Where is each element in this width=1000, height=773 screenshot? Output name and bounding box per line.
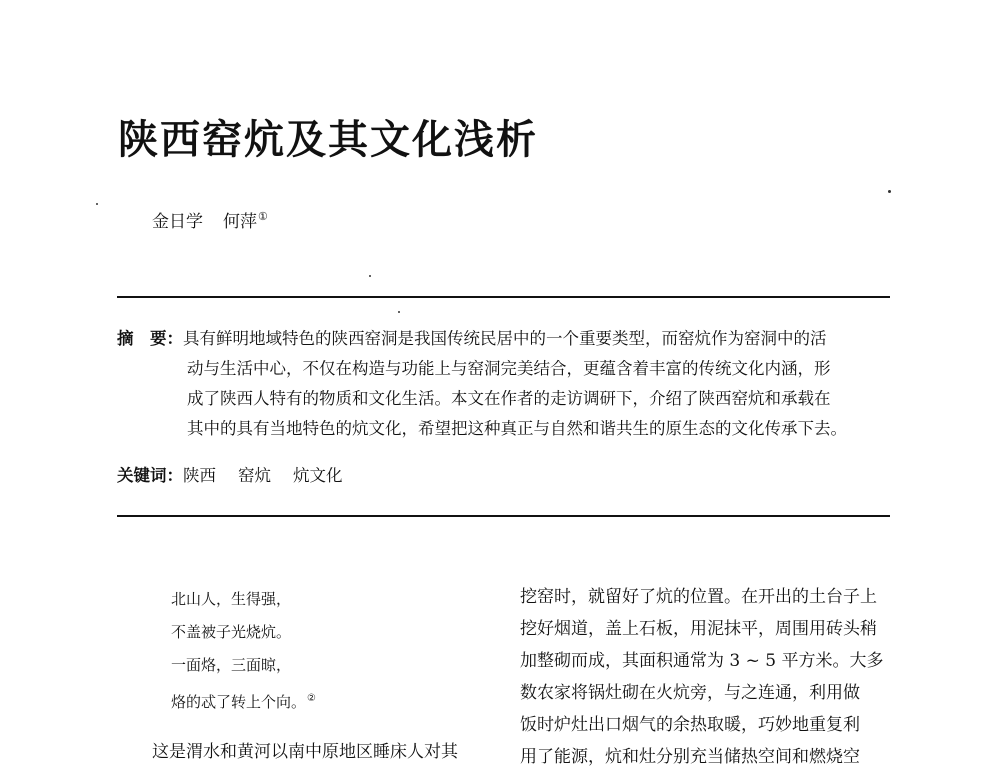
right-column-text <box>520 581 890 773</box>
scan-speck <box>398 311 400 313</box>
body-line: 加整砌而成，其面积通常为 3 ~ 5 平方米。大多 <box>520 651 884 671</box>
body-line: 数农家将锅灶砌在火炕旁，与之连通，利用做 <box>520 683 860 703</box>
abstract-line: 其中的具有当地特色的炕文化，希望把这种真正与自然和谐共生的原生态的文化传承下去。 <box>187 419 847 438</box>
scan-speck <box>96 203 98 205</box>
keywords-label: 关键词： <box>117 466 183 485</box>
abstract-line: 具有鲜明地域特色的陕西窑洞是我国传统民居中的一个重要类型，而窑炕作为窑洞中的活 <box>183 329 827 348</box>
body-line: 饭时炉灶出口烟气的余热取暖，巧妙地重复利 <box>520 715 860 735</box>
body-line: 用了能源，炕和灶分别充当储热空间和燃烧空 <box>520 747 860 767</box>
poem-line: 不盖被子光烧炕。 <box>171 623 292 641</box>
top-rule <box>117 296 890 298</box>
abstract-line: 动与生活中心，不仅在构造与功能上与窑洞完美结合，更蕴含着丰富的传统文化内涵，形 <box>187 359 831 378</box>
keywords-line <box>117 462 365 486</box>
scan-speck <box>888 190 891 193</box>
body-line: 挖窑时，就留好了炕的位置。在开出的土台子上 <box>520 587 877 607</box>
article-title: 陕西窑炕及其文化浅析 <box>118 116 538 163</box>
footnote-marker: ① <box>258 210 268 224</box>
keyword: 窑炕 <box>238 466 271 485</box>
keyword: 陕西 <box>183 466 216 485</box>
abstract-line: 成了陕西人特有的物质和文化生活。本文在作者的走访调研下，介绍了陕西窑炕和承载在 <box>187 389 831 408</box>
author-name: 何萍 <box>223 212 257 232</box>
epigraph-poem <box>171 583 316 719</box>
author-line <box>152 207 268 232</box>
poem-line: 一面烙，三面晾， <box>171 656 292 674</box>
keyword: 炕文化 <box>293 466 343 485</box>
scan-speck <box>369 275 371 277</box>
poem-line: 北山人，生得强， <box>171 590 292 608</box>
bottom-rule <box>117 515 890 517</box>
abstract-block <box>117 324 890 444</box>
body-line: 挖好烟道，盖上石板，用泥抹平，周围用砖头稍 <box>520 619 877 639</box>
left-column-text: 这是渭水和黄河以南中原地区睡床人对其 <box>152 742 458 762</box>
poem-line: 烙的忒了转上个向。 <box>171 693 307 711</box>
abstract-label: 摘 要： <box>117 329 183 348</box>
abstract-text <box>183 324 890 444</box>
footnote-marker: ② <box>307 693 316 704</box>
author-name: 金日学 <box>152 212 203 232</box>
